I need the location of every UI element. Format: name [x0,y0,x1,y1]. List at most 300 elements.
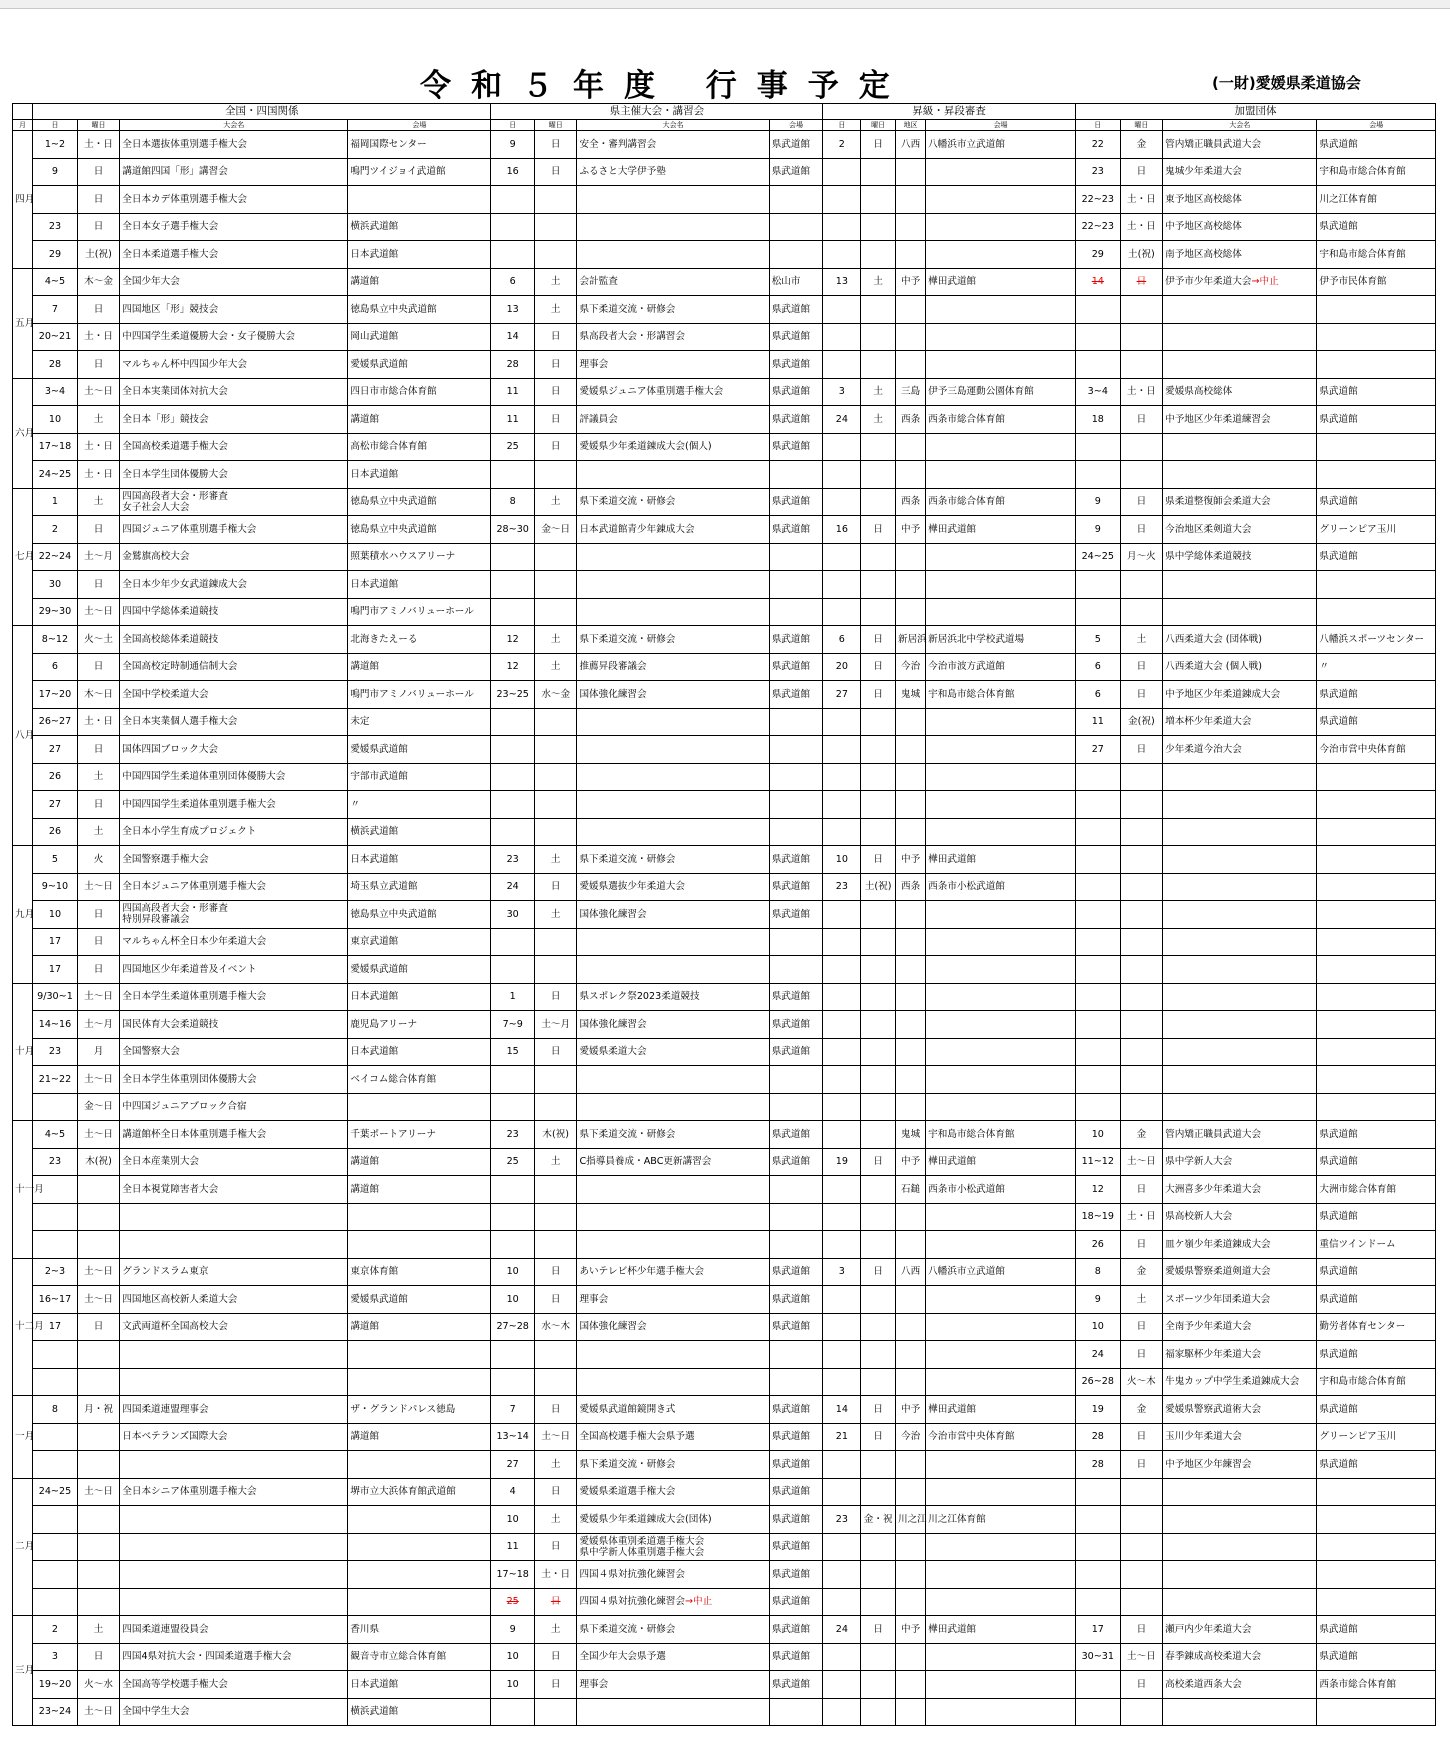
member-event: 中予地区少年柔道練習会 [1163,406,1317,434]
national-event: 四国高段者大会・形審査 女子社会人大会 [120,488,348,516]
member-event: 中予地区高校総体 [1163,213,1317,241]
member-dow [1120,1506,1162,1534]
member-event: 瀬戸内少年柔道大会 [1163,1616,1317,1644]
national-day [33,1423,78,1451]
pref-dow [534,708,576,736]
member-venue [1317,983,1436,1011]
national-dow [77,1533,119,1561]
national-event: 全日本女子選手権大会 [120,213,348,241]
promo-venue: 樺田武道館 [926,516,1076,544]
national-event: 全日本学生柔道体重別選手権大会 [120,983,348,1011]
member-dow [1120,846,1162,874]
promo-venue [926,1203,1076,1231]
pref-venue: 県武道館 [769,1616,823,1644]
member-event: 管内矯正職員武道大会 [1163,131,1317,159]
pref-venue: 県武道館 [769,873,823,901]
pref-event [577,1066,769,1094]
member-dow [1120,818,1162,846]
pref-venue [769,791,823,819]
member-event: 愛媛県警察柔道剣道大会 [1163,1258,1317,1286]
national-day: 6 [33,653,78,681]
national-venue: 日本武道館 [348,846,491,874]
table-row [13,158,1436,186]
member-day: 24 [1075,1341,1120,1369]
pref-dow: 土 [534,901,576,929]
promo-venue [926,1286,1076,1314]
national-venue: 講道館 [348,268,491,296]
promo-area: 石鎚 [896,1176,926,1204]
pref-venue: 県武道館 [769,131,823,159]
promo-dow: 日 [861,1148,896,1176]
promo-dow: 日 [861,131,896,159]
member-venue: 県武道館 [1317,708,1436,736]
national-dow [77,1176,119,1204]
national-venue: 日本武道館 [348,571,491,599]
pref-venue: 県武道館 [769,296,823,324]
promo-area: 八西 [896,1258,926,1286]
member-dow: 金 [1120,1121,1162,1149]
member-day: 12 [1075,1176,1120,1204]
national-day: 26 [33,763,78,791]
member-day: 18~19 [1075,1203,1120,1231]
member-day: 11~12 [1075,1148,1120,1176]
pref-event [577,818,769,846]
promo-area [896,956,926,984]
national-venue: 千葉ポートアリーナ [348,1121,491,1149]
pref-day: 12 [491,626,535,654]
member-day: 28 [1075,1423,1120,1451]
promo-dow [861,158,896,186]
pref-venue: 県武道館 [769,323,823,351]
table-row [13,873,1436,901]
month-label: 十二月 [13,1258,33,1396]
member-dow [1120,598,1162,626]
promo-venue: 西条市小松武道館 [926,1176,1076,1204]
pref-day: 11 [491,1533,535,1561]
promo-venue: 八幡浜市立武道館 [926,1258,1076,1286]
national-day: 22~24 [33,543,78,571]
pref-venue [769,956,823,984]
promo-dow [861,1286,896,1314]
promo-dow [861,1368,896,1396]
promo-dow: 日 [861,1616,896,1644]
pref-dow: 土・日 [534,1561,576,1589]
national-day: 28 [33,351,78,379]
pref-dow [534,1368,576,1396]
table-row [13,818,1436,846]
pref-event [577,1231,769,1259]
member-day [1075,983,1120,1011]
promo-area: 中予 [896,268,926,296]
promo-venue: 川之江体育館 [926,1506,1076,1534]
national-dow: 日 [77,791,119,819]
promo-venue [926,763,1076,791]
promo-venue: 西条市総合体育館 [926,406,1076,434]
national-dow: 日 [77,901,119,929]
pref-dow: 土 [534,846,576,874]
national-event: 全国中学校柔道大会 [120,681,348,709]
member-event: 県中学総体柔道競技 [1163,543,1317,571]
pref-day [491,213,535,241]
member-event [1163,901,1317,929]
member-day: 22~23 [1075,186,1120,214]
pref-dow [534,1341,576,1369]
promo-day: 24 [823,406,861,434]
promo-venue: 樺田武道館 [926,1396,1076,1424]
promo-day: 3 [823,1258,861,1286]
pref-dow: 木(祝) [534,1121,576,1149]
national-venue: 横浜武道館 [348,1698,491,1726]
member-venue: 西条市総合体育館 [1317,1671,1436,1699]
national-venue: 徳島県立中央武道館 [348,901,491,929]
national-event: 中四国学生柔道優勝大会・女子優勝大会 [120,323,348,351]
member-venue [1317,1478,1436,1506]
pref-day [491,1368,535,1396]
national-day: 23 [33,213,78,241]
national-dow [77,1561,119,1589]
col-header-event: 大会名 [577,120,769,131]
promo-day [823,213,861,241]
table-row [13,323,1436,351]
national-day: 9/30~1 [33,983,78,1011]
member-venue [1317,1533,1436,1561]
national-dow: 土 [77,406,119,434]
member-day: 27 [1075,736,1120,764]
member-venue [1317,571,1436,599]
pref-day: 25 [491,1148,535,1176]
national-venue: 香川県 [348,1616,491,1644]
promo-dow: 日 [861,681,896,709]
promo-area: 今治 [896,653,926,681]
member-dow [1120,1038,1162,1066]
national-event: 全日本シニア体重別選手権大会 [120,1478,348,1506]
promo-venue [926,1231,1076,1259]
pref-event: 県スポレク祭2023柔道競技 [577,983,769,1011]
national-venue [348,1533,491,1561]
national-dow: 土～日 [77,983,119,1011]
promo-day: 14 [823,1396,861,1424]
pref-venue [769,708,823,736]
member-event: 牛鬼カップ中学生柔道錬成大会 [1163,1368,1317,1396]
promo-venue: 宇和島市総合体育館 [926,1121,1076,1149]
member-venue [1317,763,1436,791]
month-label: 三月 [13,1616,33,1726]
member-dow: 日 [1120,681,1162,709]
pref-dow: 土 [534,488,576,516]
pref-day: 23 [491,846,535,874]
pref-dow: 水～金 [534,681,576,709]
pref-venue [769,1066,823,1094]
pref-day: 9 [491,131,535,159]
national-event: 全日本産業別大会 [120,1148,348,1176]
table-row [13,1423,1436,1451]
member-venue: 県武道館 [1317,681,1436,709]
promo-dow [861,1451,896,1479]
national-event: 全国中学生大会 [120,1698,348,1726]
promo-area [896,213,926,241]
national-dow: 日 [77,213,119,241]
promo-day [823,433,861,461]
national-venue: 観音寺市立総合体育館 [348,1643,491,1671]
promo-dow [861,928,896,956]
member-event: 県柔道整復師会柔道大会 [1163,488,1317,516]
group-header-promotion: 昇級・昇段審査 [823,104,1076,120]
member-dow: 土～日 [1120,1643,1162,1671]
promo-day [823,1478,861,1506]
pref-event: 推薦昇段審議会 [577,653,769,681]
pref-event [577,598,769,626]
schedule-table [12,103,1436,1726]
national-venue: 高松市総合体育館 [348,433,491,461]
promo-venue [926,1533,1076,1561]
member-day [1075,873,1120,901]
national-day [33,1341,78,1369]
month-label: 七月 [13,488,33,626]
pref-day: 24 [491,873,535,901]
national-day: 1~2 [33,131,78,159]
pref-dow [534,461,576,489]
promo-area: 西条 [896,488,926,516]
pref-event [577,1203,769,1231]
promo-area: 西条 [896,406,926,434]
promo-venue [926,186,1076,214]
promo-area [896,1203,926,1231]
promo-venue [926,351,1076,379]
promo-day [823,323,861,351]
pref-day: 13~14 [491,1423,535,1451]
national-day: 16~17 [33,1286,78,1314]
member-dow [1120,433,1162,461]
promo-venue: 八幡浜市立武道館 [926,131,1076,159]
promo-day [823,571,861,599]
pref-day: 1 [491,983,535,1011]
pref-day [491,543,535,571]
col-header-area: 地区 [896,120,926,131]
promo-day [823,1451,861,1479]
promo-day [823,1176,861,1204]
promo-area: 中予 [896,1148,926,1176]
promo-venue [926,1066,1076,1094]
national-event: 全国高等学校選手権大会 [120,1671,348,1699]
national-dow: 木～金 [77,268,119,296]
promo-dow [861,1231,896,1259]
promo-dow [861,791,896,819]
pref-venue [769,461,823,489]
promo-area [896,323,926,351]
member-event: 中予地区少年練習会 [1163,1451,1317,1479]
promo-venue [926,158,1076,186]
promo-dow [861,1038,896,1066]
pref-dow [534,571,576,599]
member-day: 14 [1075,268,1120,296]
month-label: 八月 [13,626,33,846]
national-event: 全国高校柔道選手権大会 [120,433,348,461]
col-header-day: 日 [1075,120,1120,131]
promo-dow: 土 [861,378,896,406]
member-event [1163,1066,1317,1094]
promo-dow [861,186,896,214]
national-event: 四国柔道連盟役員会 [120,1616,348,1644]
table-row [13,378,1436,406]
national-dow [77,1203,119,1231]
member-dow: 金 [1120,131,1162,159]
pref-dow: 土 [534,1616,576,1644]
promo-dow [861,296,896,324]
member-dow: 日 [1120,268,1162,296]
promo-day [823,1341,861,1369]
promo-day [823,901,861,929]
national-event: マルちゃん杯中四国少年大会 [120,351,348,379]
promo-day [823,983,861,1011]
promo-dow [861,1011,896,1039]
pref-dow: 日 [534,433,576,461]
member-event: 八西柔道大会 (個人戦) [1163,653,1317,681]
page-title: 令和５年度 行事予定 [420,68,910,104]
national-dow: 金～日 [77,1093,119,1121]
national-venue: 鳴門市アミノバリューホール [348,681,491,709]
national-day [33,1506,78,1534]
national-dow [77,1368,119,1396]
col-header-month: 月 [13,120,33,131]
member-day [1075,433,1120,461]
promo-day [823,241,861,269]
pref-event: 愛媛県柔道大会 [577,1038,769,1066]
pref-day: 27 [491,1451,535,1479]
member-dow: 日 [1120,516,1162,544]
pref-event [577,1341,769,1369]
pref-venue: 松山市 [769,268,823,296]
national-dow: 土 [77,488,119,516]
promo-day [823,1561,861,1589]
member-venue [1317,1588,1436,1616]
promo-venue [926,1698,1076,1726]
member-venue [1317,323,1436,351]
member-dow [1120,1561,1162,1589]
promo-area: 川之江 [896,1506,926,1534]
promo-dow [861,1671,896,1699]
pref-venue [769,1176,823,1204]
member-dow [1120,571,1162,599]
pref-venue: 県武道館 [769,406,823,434]
table-row [13,571,1436,599]
pref-venue [769,543,823,571]
pref-day: 8 [491,488,535,516]
pref-event: 国体強化練習会 [577,681,769,709]
national-event: 四国中学総体柔道競技 [120,598,348,626]
promo-area [896,1561,926,1589]
national-day: 8~12 [33,626,78,654]
pref-venue: 県武道館 [769,351,823,379]
member-dow: 日 [1120,1313,1162,1341]
table-row [13,186,1436,214]
national-venue: 講道館 [348,653,491,681]
member-venue: グリーンピア玉川 [1317,516,1436,544]
cancel-mark: →中止 [684,1596,713,1608]
pref-day: 15 [491,1038,535,1066]
table-row [13,1396,1436,1424]
pref-day: 13 [491,296,535,324]
pref-day [491,598,535,626]
member-venue: 県武道館 [1317,543,1436,571]
promo-venue [926,983,1076,1011]
national-day: 24~25 [33,461,78,489]
pref-event [577,791,769,819]
promo-day: 27 [823,681,861,709]
pref-event [577,763,769,791]
col-header-venue: 会場 [1317,120,1436,131]
member-dow: 火～木 [1120,1368,1162,1396]
promo-day [823,1313,861,1341]
table-row [13,241,1436,269]
promo-day [823,1588,861,1616]
member-day: 17 [1075,1616,1120,1644]
member-day: 6 [1075,681,1120,709]
pref-venue: 県武道館 [769,1643,823,1671]
promo-area: 中予 [896,516,926,544]
pref-venue: 県武道館 [769,1313,823,1341]
pref-event: 国体強化練習会 [577,901,769,929]
promo-area [896,433,926,461]
promo-dow [861,461,896,489]
promo-venue [926,543,1076,571]
pref-day [491,928,535,956]
national-dow [77,1423,119,1451]
member-venue [1317,873,1436,901]
promo-venue: 樺田武道館 [926,268,1076,296]
promo-area [896,1698,926,1726]
national-venue: 横浜武道館 [348,213,491,241]
national-venue: 福岡国際センター [348,131,491,159]
table-row [13,736,1436,764]
member-day: 9 [1075,488,1120,516]
national-day: 23 [33,1148,78,1176]
pref-event: 愛媛県武道館鏡開き式 [577,1396,769,1424]
national-dow: 土～日 [77,1121,119,1149]
table-row [13,543,1436,571]
pref-venue [769,241,823,269]
member-day: 10 [1075,1121,1120,1149]
pref-day: 14 [491,323,535,351]
member-venue: 〃 [1317,653,1436,681]
pref-event: C指導員養成・ABC更新講習会 [577,1148,769,1176]
promo-area [896,1341,926,1369]
pref-event: 安全・審判講習会 [577,131,769,159]
national-dow: 火～土 [77,626,119,654]
table-row [13,626,1436,654]
member-venue: 県武道館 [1317,1396,1436,1424]
national-venue: 宇部市武道館 [348,763,491,791]
pref-venue [769,213,823,241]
national-venue: 四日市市総合体育館 [348,378,491,406]
member-event: 南予地区高校総体 [1163,241,1317,269]
national-day: 7 [33,296,78,324]
national-dow: 土(祝) [77,241,119,269]
col-header-dow: 曜日 [861,120,896,131]
national-day: 27 [33,791,78,819]
pref-venue: 県武道館 [769,1011,823,1039]
col-header-day: 日 [491,120,535,131]
promo-venue: 新居浜北中学校武道場 [926,626,1076,654]
national-day [33,1588,78,1616]
member-event: 皿ケ嶺少年柔道錬成大会 [1163,1231,1317,1259]
member-day [1075,351,1120,379]
table-row [13,928,1436,956]
promo-dow [861,956,896,984]
table-row [13,1643,1436,1671]
table-row [13,681,1436,709]
national-dow: 土～日 [77,1698,119,1726]
promo-area: 今治 [896,1423,926,1451]
